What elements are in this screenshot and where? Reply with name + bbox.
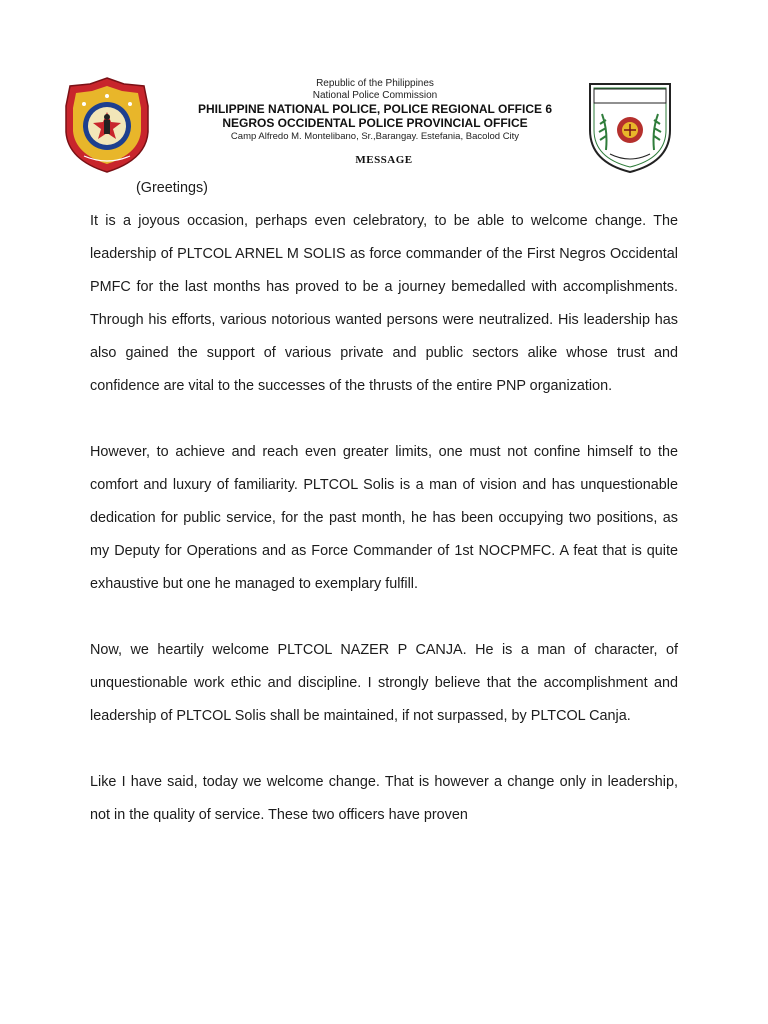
paragraph-1: It is a joyous occasion, perhaps even celebratory, to be able to welcome change. The leadership of PLTCOL ARNEL M SOLIS as force commander of the First Negros Occidental PMFC for the last months has proved to be a journey bemedalled with accomplishments. Through his efforts, various notorious wanted persons were neutralized. His leadership has also gained the support of various private and public sectors alike whose trust and confidence are vital to the successes of the thrusts of the entire PNP organization. [90,213,678,394]
provincial-office-line: NEGROS OCCIDENTAL POLICE PROVINCIAL OFFICE [222,116,528,131]
regional-office-line: PHILIPPINE NATIONAL POLICE, POLICE REGIONAL OFFICE 6 [197,102,553,116]
paragraph-2: However, to achieve and reach even greater limits, one must not confine himself to the comfort and luxury of familiarity. PLTCOL Solis is a man of vision and has unquestionable dedication for public service, for the past month, he has been occupying two positions, as my Deputy for Operations and as Force Commander of 1st NOCPMFC. A feat that is quite exhaustive but one he managed to exemplary fulfill. [90,444,678,592]
message-body [90,172,678,832]
address-line: Camp Alfredo M. Montelibano, Sr.,Barangay. Estefania, Bacolod City [230,130,520,142]
message-title: MESSAGE [355,154,413,166]
commission-line: National Police Commission [312,90,438,101]
letterhead-text [160,78,590,142]
country-line: Republic of the Philippines [316,78,434,89]
greeting: (Greetings) [136,180,208,196]
paragraph-4: Like I have said, today we welcome change. That is however a change only in leadership, not in the quality of service. These two officers have proven [90,774,678,823]
paragraph-3: Now, we heartily welcome PLTCOL NAZER P CANJA. He is a man of character, of unquestionable work ethic and discipline. I strongly believe that the accomplishment and leadership of PLTCOL Solis shall be maintained, if not surpassed, by PLTCOL Canja. [90,642,678,724]
